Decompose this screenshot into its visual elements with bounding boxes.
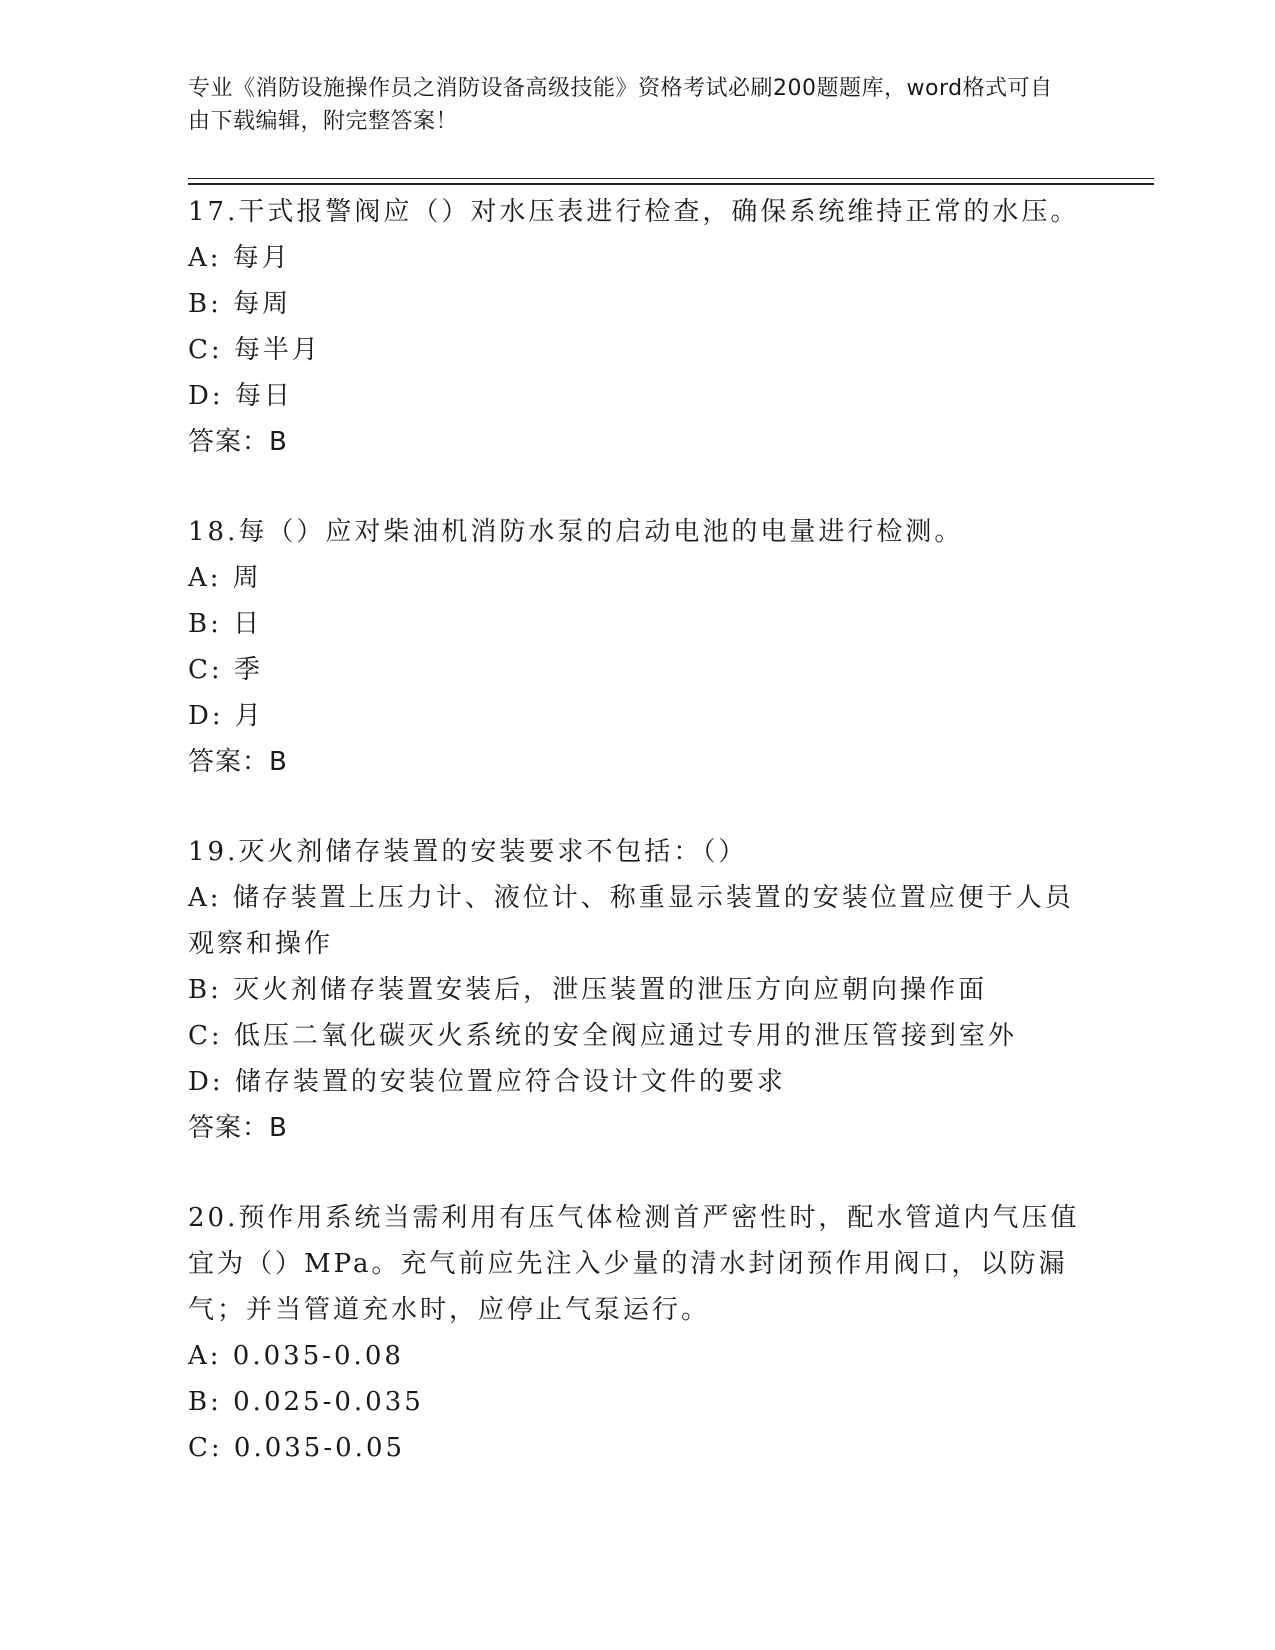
document-intro: 专业《消防设施操作员之消防设备高级技能》资格考试必刷200题题库，word格式可自由下载编辑，附完整答案！ bbox=[188, 76, 1053, 134]
option-c: C: 季 bbox=[188, 655, 263, 685]
option-a: A: 储存装置上压力计、液位计、称重显示装置的安装位置应便于人员观察和操作 bbox=[188, 883, 1074, 959]
answer-label: 答案：B bbox=[188, 747, 288, 777]
question-stem: 17.干式报警阀应（）对水压表进行检查，确保系统维持正常的水压。 bbox=[188, 197, 1080, 227]
question-17 bbox=[188, 189, 1088, 465]
question-stem: 18.每（）应对柴油机消防水泵的启动电池的电量进行检测。 bbox=[188, 517, 964, 547]
answer-label: 答案：B bbox=[188, 1113, 288, 1143]
question-stem: 19.灭火剂储存装置的安装要求不包括：（） bbox=[188, 837, 748, 867]
answer-label: 答案：B bbox=[188, 427, 288, 457]
option-b: B: 每周 bbox=[188, 289, 292, 319]
header-divider-thin bbox=[188, 178, 1154, 179]
question-list bbox=[188, 189, 1088, 1515]
question-stem: 20.预作用系统当需利用有压气体检测首严密性时，配水管道内气压值宜为（）MPa。充气前应先注入少量的清水封闭预作用阀口，以防漏气；并当管道充水时，应停止气泵运行。 bbox=[188, 1203, 1080, 1325]
header-divider-thick bbox=[188, 183, 1154, 185]
option-a: A: 周 bbox=[188, 563, 262, 593]
question-20 bbox=[188, 1195, 1088, 1471]
option-c: C: 每半月 bbox=[188, 335, 321, 365]
option-a: A: 0.035-0.08 bbox=[188, 1341, 404, 1371]
option-b: B: 日 bbox=[188, 609, 263, 639]
option-c: C: 低压二氧化碳灭火系统的安全阀应通过专用的泄压管接到室外 bbox=[188, 1021, 1017, 1051]
question-18 bbox=[188, 509, 1088, 785]
option-d: D: 每日 bbox=[188, 381, 293, 411]
option-c: C: 0.035-0.05 bbox=[188, 1433, 406, 1463]
option-a: A: 每月 bbox=[188, 243, 291, 273]
option-b: B: 灭火剂储存装置安装后，泄压装置的泄压方向应朝向操作面 bbox=[188, 975, 988, 1005]
question-19 bbox=[188, 829, 1088, 1151]
option-d: D: 储存装置的安装位置应符合设计文件的要求 bbox=[188, 1067, 786, 1097]
option-b: B: 0.025-0.035 bbox=[188, 1387, 424, 1417]
option-d: D: 月 bbox=[188, 701, 264, 731]
